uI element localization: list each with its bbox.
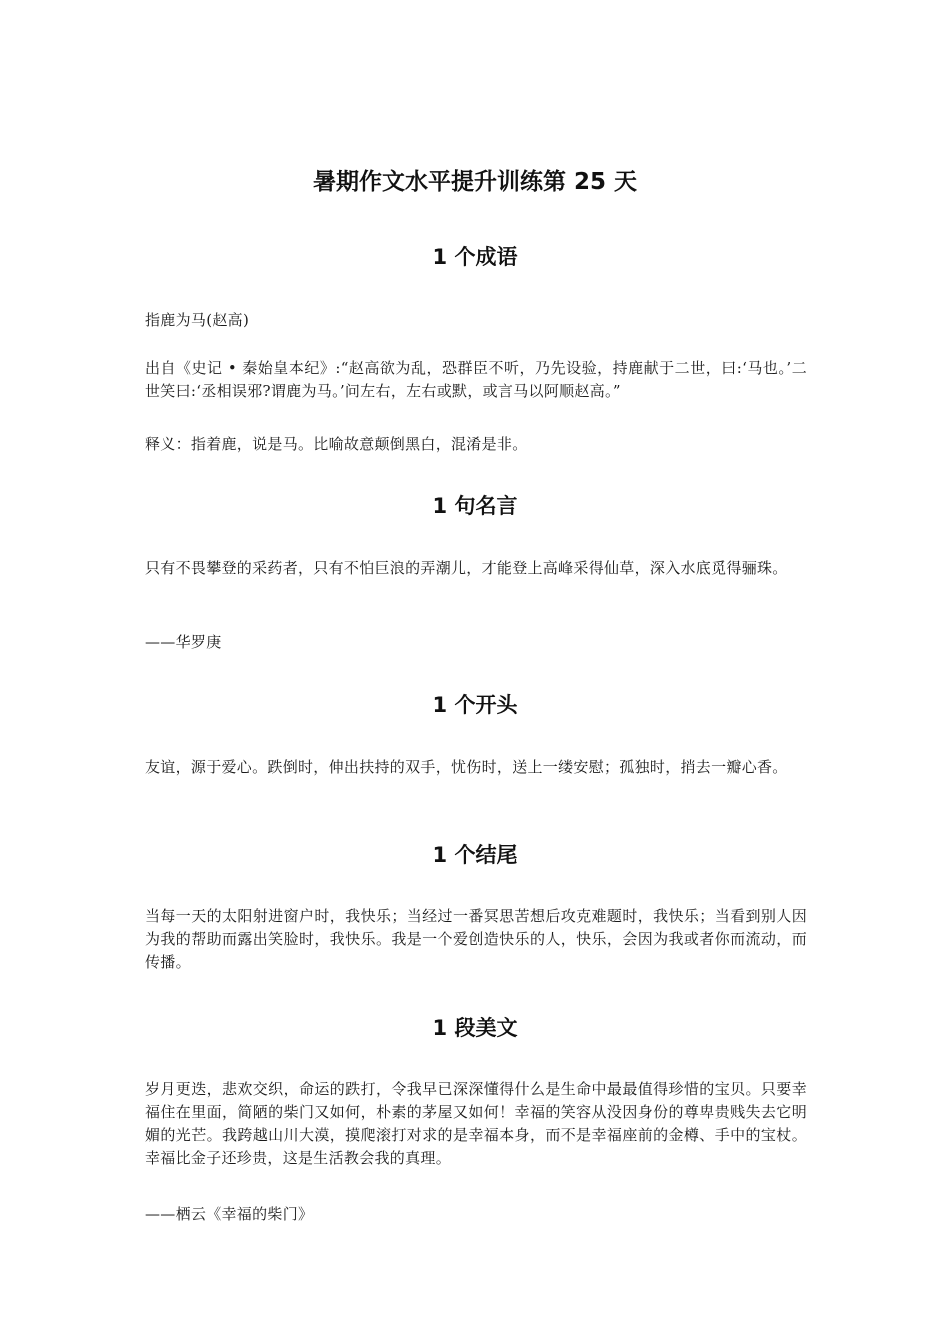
idiom-meaning: 释义：指着鹿，说是马。比喻故意颠倒黑白，混淆是非。	[145, 435, 528, 453]
idiom-name: 指鹿为马(赵高)	[145, 311, 250, 329]
ending-text: 当每一天的太阳射进窗户时，我快乐；当经过一番冥思苦想后攻克难题时，我快乐；当看到别人因为我的帮助而露出笑脸时，我快乐。我是一个爱创造快乐的人，快乐，会因为我或者你而流动，而传播。	[145, 907, 807, 971]
quote-text: 只有不畏攀登的采药者，只有不怕巨浪的弄潮儿，才能登上高峰采得仙草，深入水底觅得骊珠。	[145, 559, 788, 577]
quote-author: ——华罗庚	[145, 633, 222, 651]
section-heading-quote: 1 句名言	[432, 494, 518, 518]
section-heading-ending: 1 个结尾	[432, 843, 518, 867]
idiom-source: 出自《史记 • 秦始皇本纪》:“赵高欲为乱，恐群臣不听，乃先设验，持鹿献于二世，曰:‘马也。’二世笑曰:‘丞相误邪?谓鹿为马。’问左右，左右或默，或言马以阿顺赵高。”	[145, 359, 807, 400]
prose-text: 岁月更迭，悲欢交织，命运的跌打，令我早已深深懂得什么是生命中最最值得珍惜的宝贝。只要幸福住在里面，简陋的柴门又如何，朴素的茅屋又如何！幸福的笑容从没因身份的尊卑贵贱失去它明媚的光芒。我跨越山川大漠，摸爬滚打对求的是幸福本身，而不是幸福座前的金樽、手中的宝杖。幸福比金子还珍贵，这是生活教会我的真理。	[145, 1080, 807, 1167]
section-heading-idiom: 1 个成语	[432, 245, 518, 269]
section-heading-opening: 1 个开头	[432, 693, 518, 717]
document-title: 暑期作文水平提升训练第 25 天	[312, 169, 638, 195]
prose-author: ——栖云《幸福的柴门》	[145, 1205, 314, 1223]
section-heading-prose: 1 段美文	[432, 1016, 518, 1040]
opening-text: 友谊，源于爱心。跌倒时，伸出扶持的双手，忧伤时，送上一缕安慰；孤独时，捎去一瓣心香。	[145, 758, 788, 776]
